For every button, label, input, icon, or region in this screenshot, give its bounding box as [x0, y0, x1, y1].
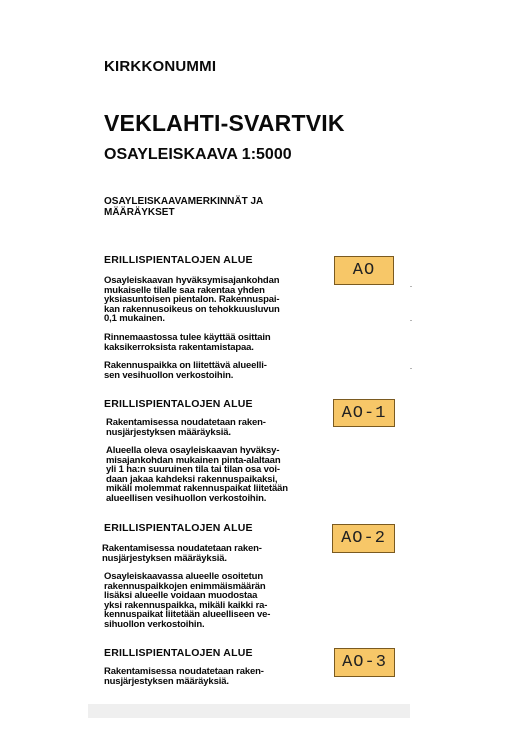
- section-paragraph: Osayleiskaavan hyväksymisajankohdan mukaiselle tilalle saa rakentaa yhden yksiasuntoisen pientalon. Rakennuspai- kan rakennusoikeus on tehokkuusluvun 0,1 mukainen.: [104, 275, 280, 325]
- scan-mark: [410, 286, 412, 287]
- legend-title: OSAYLEISKAAVAMERKINNÄT JA MÄÄRÄYKSET: [104, 196, 263, 218]
- page-footer-band: [88, 704, 410, 718]
- section-heading-ao-3: ERILLISPIENTALOJEN ALUE: [104, 647, 253, 659]
- section-heading-ao: ERILLISPIENTALOJEN ALUE: [104, 254, 253, 266]
- section-paragraph: Osayleiskaavassa alueelle osoitetun rakennuspaikkojen enimmäismäärän lisäksi alueelle voidaan muodostaa yksi rakennuspaikka, mikäli kaikki ra- kennuspaikat liitetään alueelliseen ve- sihuollon verkostoihin.: [104, 571, 271, 630]
- section-paragraph: Rakentamisessa noudatetaan raken- nusjärjestyksen määräyksiä.: [102, 543, 262, 564]
- zone-code-badge-ao: AO: [334, 256, 394, 285]
- zone-code-badge-ao-3: AO-3: [334, 648, 395, 677]
- zone-code-badge-ao-2: AO-2: [332, 524, 395, 553]
- section-heading-ao-2: ERILLISPIENTALOJEN ALUE: [104, 522, 253, 534]
- scan-mark: [410, 320, 412, 321]
- section-paragraph: Rakentamisessa noudatetaan raken- nusjärjestyksen määräyksiä.: [104, 666, 264, 687]
- zone-code-badge-ao-1: AO-1: [333, 399, 395, 427]
- scan-mark: [410, 368, 412, 369]
- plan-title: VEKLAHTI-SVARTVIK: [104, 110, 345, 136]
- section-paragraph: Rakennuspaikka on liitettävä alueelli- sen vesihuollon verkostoihin.: [104, 360, 267, 381]
- plan-subtitle: OSAYLEISKAAVA 1:5000: [104, 146, 292, 163]
- section-paragraph: Rinnemaastossa tulee käyttää osittain kaksikerroksista rakentamistapaa.: [104, 332, 271, 353]
- section-heading-ao-1: ERILLISPIENTALOJEN ALUE: [104, 398, 253, 410]
- section-paragraph: Alueella oleva osayleiskaavan hyväksy- misajankohdan mukainen pinta-alaltaan yli 1 ha:n suuruinen tila tai tilan osa voi- daan jakaa kahdeksi rakennuspaikaksi, mikäli molemmat rakennuspaikat liitetään alueellisen vesihuollon verkostoihin.: [106, 445, 288, 504]
- municipality-name: KIRKKONUMMI: [104, 58, 217, 75]
- section-paragraph: Rakentamisessa noudatetaan raken- nusjärjestyksen määräyksiä.: [106, 417, 266, 438]
